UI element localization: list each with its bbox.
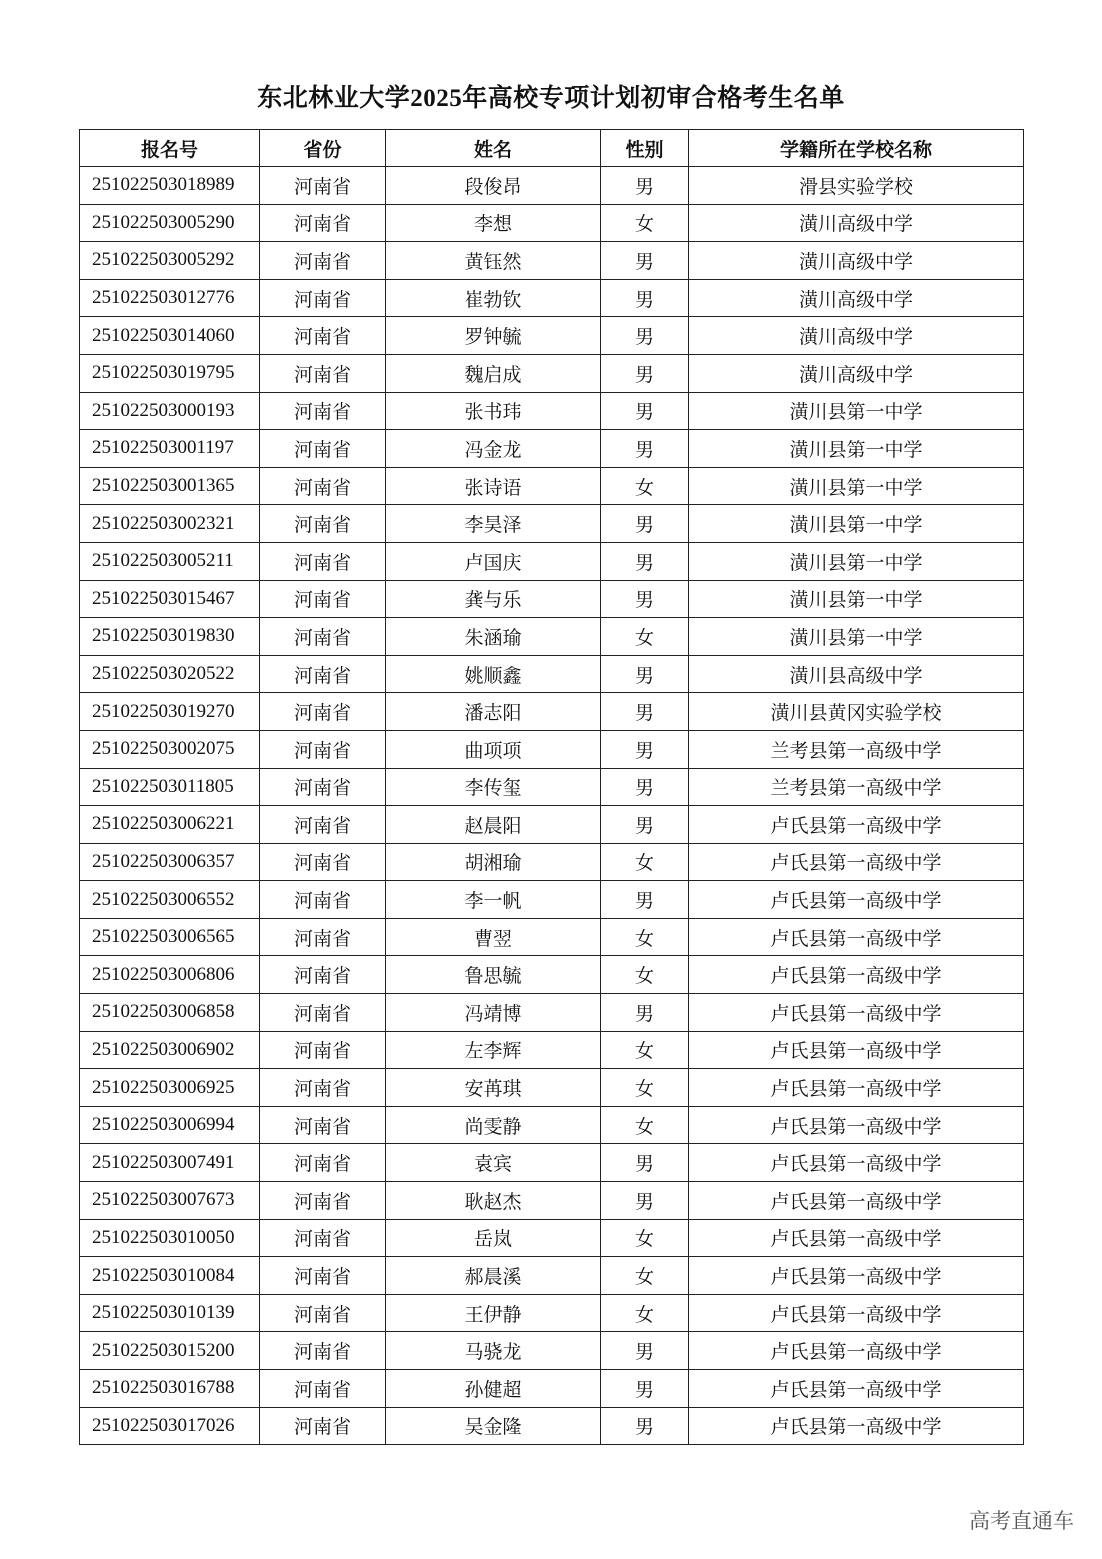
school-cell: 卢氏县第一高级中学 xyxy=(689,806,1024,844)
name-cell: 尚雯静 xyxy=(386,1106,601,1144)
gender-cell: 男 xyxy=(601,881,689,919)
province-cell: 河南省 xyxy=(260,580,386,618)
school-cell: 卢氏县第一高级中学 xyxy=(689,1370,1024,1408)
school-cell: 卢氏县第一高级中学 xyxy=(689,1219,1024,1257)
gender-cell: 男 xyxy=(601,242,689,280)
name-cell: 岳岚 xyxy=(386,1219,601,1257)
gender-cell: 男 xyxy=(601,392,689,430)
registration-number-cell: 251022503006994 xyxy=(80,1106,260,1144)
name-cell: 曹翌 xyxy=(386,918,601,956)
gender-cell: 男 xyxy=(601,1144,689,1182)
province-cell: 河南省 xyxy=(260,430,386,468)
table-header-row xyxy=(80,130,1024,167)
column-header-province: 省份 xyxy=(260,130,386,167)
watermark: 高考直通车 xyxy=(969,1509,1074,1533)
school-cell: 潢川高级中学 xyxy=(689,204,1024,242)
province-cell: 河南省 xyxy=(260,1069,386,1107)
province-cell: 河南省 xyxy=(260,693,386,731)
gender-cell: 女 xyxy=(601,467,689,505)
gender-cell: 女 xyxy=(601,1031,689,1069)
gender-cell: 男 xyxy=(601,693,689,731)
table-row xyxy=(80,1370,1024,1408)
registration-number-cell: 251022503019795 xyxy=(80,354,260,392)
table-row xyxy=(80,279,1024,317)
gender-cell: 男 xyxy=(601,655,689,693)
gender-cell: 女 xyxy=(601,918,689,956)
province-cell: 河南省 xyxy=(260,1219,386,1257)
province-cell: 河南省 xyxy=(260,918,386,956)
school-cell: 卢氏县第一高级中学 xyxy=(689,1144,1024,1182)
name-cell: 卢国庆 xyxy=(386,542,601,580)
school-cell: 潢川县第一中学 xyxy=(689,580,1024,618)
gender-cell: 男 xyxy=(601,1332,689,1370)
name-cell: 王伊静 xyxy=(386,1294,601,1332)
registration-number-cell: 251022503020522 xyxy=(80,655,260,693)
name-cell: 龚与乐 xyxy=(386,580,601,618)
table-row xyxy=(80,317,1024,355)
name-cell: 郝晨溪 xyxy=(386,1257,601,1295)
school-cell: 潢川县第一中学 xyxy=(689,505,1024,543)
table-row xyxy=(80,1144,1024,1182)
registration-number-cell: 251022503015467 xyxy=(80,580,260,618)
name-cell: 冯靖博 xyxy=(386,994,601,1032)
table-row xyxy=(80,1031,1024,1069)
table-row xyxy=(80,881,1024,919)
name-cell: 孙健超 xyxy=(386,1370,601,1408)
province-cell: 河南省 xyxy=(260,1370,386,1408)
name-cell: 李一帆 xyxy=(386,881,601,919)
registration-number-cell: 251022503005290 xyxy=(80,204,260,242)
table-row xyxy=(80,918,1024,956)
school-cell: 潢川县高级中学 xyxy=(689,655,1024,693)
table-row xyxy=(80,167,1024,205)
school-cell: 潢川县第一中学 xyxy=(689,618,1024,656)
gender-cell: 男 xyxy=(601,167,689,205)
candidate-table xyxy=(79,129,1024,1445)
registration-number-cell: 251022503002321 xyxy=(80,505,260,543)
name-cell: 朱涵瑜 xyxy=(386,618,601,656)
registration-number-cell: 251022503015200 xyxy=(80,1332,260,1370)
school-cell: 卢氏县第一高级中学 xyxy=(689,1294,1024,1332)
registration-number-cell: 251022503005211 xyxy=(80,542,260,580)
name-cell: 李昊泽 xyxy=(386,505,601,543)
school-cell: 卢氏县第一高级中学 xyxy=(689,1069,1024,1107)
gender-cell: 女 xyxy=(601,1219,689,1257)
table-row xyxy=(80,542,1024,580)
registration-number-cell: 251022503006925 xyxy=(80,1069,260,1107)
name-cell: 鲁思毓 xyxy=(386,956,601,994)
province-cell: 河南省 xyxy=(260,317,386,355)
province-cell: 河南省 xyxy=(260,730,386,768)
table-row xyxy=(80,994,1024,1032)
registration-number-cell: 251022503000193 xyxy=(80,392,260,430)
registration-number-cell: 251022503006221 xyxy=(80,806,260,844)
school-cell: 卢氏县第一高级中学 xyxy=(689,1106,1024,1144)
gender-cell: 女 xyxy=(601,843,689,881)
table-row xyxy=(80,956,1024,994)
name-cell: 崔勃钦 xyxy=(386,279,601,317)
name-cell: 冯金龙 xyxy=(386,430,601,468)
registration-number-cell: 251022503006858 xyxy=(80,994,260,1032)
school-cell: 潢川高级中学 xyxy=(689,279,1024,317)
school-cell: 潢川县黄冈实验学校 xyxy=(689,693,1024,731)
gender-cell: 男 xyxy=(601,768,689,806)
province-cell: 河南省 xyxy=(260,618,386,656)
school-cell: 兰考县第一高级中学 xyxy=(689,730,1024,768)
province-cell: 河南省 xyxy=(260,843,386,881)
school-cell: 潢川高级中学 xyxy=(689,242,1024,280)
table-row xyxy=(80,1294,1024,1332)
registration-number-cell: 251022503007491 xyxy=(80,1144,260,1182)
name-cell: 左李辉 xyxy=(386,1031,601,1069)
gender-cell: 男 xyxy=(601,580,689,618)
school-cell: 卢氏县第一高级中学 xyxy=(689,1182,1024,1220)
name-cell: 李想 xyxy=(386,204,601,242)
table-row xyxy=(80,806,1024,844)
registration-number-cell: 251022503019270 xyxy=(80,693,260,731)
gender-cell: 女 xyxy=(601,1106,689,1144)
gender-cell: 女 xyxy=(601,1257,689,1295)
gender-cell: 女 xyxy=(601,204,689,242)
table-row xyxy=(80,1069,1024,1107)
registration-number-cell: 251022503018989 xyxy=(80,167,260,205)
registration-number-cell: 251022503001197 xyxy=(80,430,260,468)
province-cell: 河南省 xyxy=(260,956,386,994)
province-cell: 河南省 xyxy=(260,1031,386,1069)
registration-number-cell: 251022503006806 xyxy=(80,956,260,994)
school-cell: 卢氏县第一高级中学 xyxy=(689,1407,1024,1445)
province-cell: 河南省 xyxy=(260,242,386,280)
gender-cell: 男 xyxy=(601,317,689,355)
registration-number-cell: 251022503010050 xyxy=(80,1219,260,1257)
table-row xyxy=(80,354,1024,392)
registration-number-cell: 251022503007673 xyxy=(80,1182,260,1220)
school-cell: 潢川县第一中学 xyxy=(689,430,1024,468)
province-cell: 河南省 xyxy=(260,1407,386,1445)
name-cell: 张诗语 xyxy=(386,467,601,505)
registration-number-cell: 251022503006357 xyxy=(80,843,260,881)
name-cell: 潘志阳 xyxy=(386,693,601,731)
table-row xyxy=(80,768,1024,806)
school-cell: 卢氏县第一高级中学 xyxy=(689,881,1024,919)
gender-cell: 男 xyxy=(601,730,689,768)
gender-cell: 女 xyxy=(601,956,689,994)
school-cell: 卢氏县第一高级中学 xyxy=(689,994,1024,1032)
school-cell: 潢川高级中学 xyxy=(689,317,1024,355)
name-cell: 耿赵杰 xyxy=(386,1182,601,1220)
name-cell: 马骁龙 xyxy=(386,1332,601,1370)
name-cell: 赵晨阳 xyxy=(386,806,601,844)
gender-cell: 男 xyxy=(601,1370,689,1408)
table-row xyxy=(80,1182,1024,1220)
school-cell: 滑县实验学校 xyxy=(689,167,1024,205)
name-cell: 吴金隆 xyxy=(386,1407,601,1445)
gender-cell: 男 xyxy=(601,542,689,580)
registration-number-cell: 251022503006902 xyxy=(80,1031,260,1069)
table-row xyxy=(80,242,1024,280)
province-cell: 河南省 xyxy=(260,204,386,242)
name-cell: 胡湘瑜 xyxy=(386,843,601,881)
registration-number-cell: 251022503001365 xyxy=(80,467,260,505)
table-body xyxy=(80,167,1024,1445)
school-cell: 潢川县第一中学 xyxy=(689,392,1024,430)
name-cell: 姚顺鑫 xyxy=(386,655,601,693)
province-cell: 河南省 xyxy=(260,881,386,919)
province-cell: 河南省 xyxy=(260,806,386,844)
province-cell: 河南省 xyxy=(260,1144,386,1182)
province-cell: 河南省 xyxy=(260,354,386,392)
province-cell: 河南省 xyxy=(260,1294,386,1332)
school-cell: 卢氏县第一高级中学 xyxy=(689,918,1024,956)
school-cell: 卢氏县第一高级中学 xyxy=(689,1031,1024,1069)
table-row xyxy=(80,392,1024,430)
province-cell: 河南省 xyxy=(260,279,386,317)
gender-cell: 男 xyxy=(601,806,689,844)
name-cell: 安苒琪 xyxy=(386,1069,601,1107)
name-cell: 黄钰然 xyxy=(386,242,601,280)
gender-cell: 女 xyxy=(601,1069,689,1107)
province-cell: 河南省 xyxy=(260,542,386,580)
table-row xyxy=(80,204,1024,242)
school-cell: 卢氏县第一高级中学 xyxy=(689,1257,1024,1295)
school-cell: 兰考县第一高级中学 xyxy=(689,768,1024,806)
table-row xyxy=(80,730,1024,768)
registration-number-cell: 251022503017026 xyxy=(80,1407,260,1445)
table-row xyxy=(80,1106,1024,1144)
school-cell: 卢氏县第一高级中学 xyxy=(689,843,1024,881)
province-cell: 河南省 xyxy=(260,392,386,430)
school-cell: 潢川高级中学 xyxy=(689,354,1024,392)
province-cell: 河南省 xyxy=(260,1106,386,1144)
registration-number-cell: 251022503002075 xyxy=(80,730,260,768)
gender-cell: 男 xyxy=(601,1407,689,1445)
registration-number-cell: 251022503010084 xyxy=(80,1257,260,1295)
table-row xyxy=(80,580,1024,618)
gender-cell: 男 xyxy=(601,994,689,1032)
gender-cell: 男 xyxy=(601,1182,689,1220)
column-header-school: 学籍所在学校名称 xyxy=(689,130,1024,167)
registration-number-cell: 251022503005292 xyxy=(80,242,260,280)
table-row xyxy=(80,505,1024,543)
gender-cell: 男 xyxy=(601,354,689,392)
province-cell: 河南省 xyxy=(260,994,386,1032)
name-cell: 罗钟毓 xyxy=(386,317,601,355)
name-cell: 张书玮 xyxy=(386,392,601,430)
table-row xyxy=(80,430,1024,468)
province-cell: 河南省 xyxy=(260,505,386,543)
school-cell: 潢川县第一中学 xyxy=(689,542,1024,580)
registration-number-cell: 251022503011805 xyxy=(80,768,260,806)
name-cell: 段俊昂 xyxy=(386,167,601,205)
gender-cell: 女 xyxy=(601,618,689,656)
table-row xyxy=(80,1257,1024,1295)
province-cell: 河南省 xyxy=(260,467,386,505)
province-cell: 河南省 xyxy=(260,1332,386,1370)
table-row xyxy=(80,843,1024,881)
registration-number-cell: 251022503016788 xyxy=(80,1370,260,1408)
name-cell: 曲项项 xyxy=(386,730,601,768)
registration-number-cell: 251022503006565 xyxy=(80,918,260,956)
name-cell: 魏启成 xyxy=(386,354,601,392)
school-cell: 卢氏县第一高级中学 xyxy=(689,956,1024,994)
registration-number-cell: 251022503006552 xyxy=(80,881,260,919)
province-cell: 河南省 xyxy=(260,1257,386,1295)
registration-number-cell: 251022503012776 xyxy=(80,279,260,317)
table-row xyxy=(80,1332,1024,1370)
province-cell: 河南省 xyxy=(260,768,386,806)
name-cell: 李传玺 xyxy=(386,768,601,806)
page-title: 东北林业大学2025年高校专项计划初审合格考生名单 xyxy=(257,85,845,112)
gender-cell: 女 xyxy=(601,1294,689,1332)
table-row xyxy=(80,1219,1024,1257)
name-cell: 袁宾 xyxy=(386,1144,601,1182)
column-header-registration-number: 报名号 xyxy=(80,130,260,167)
province-cell: 河南省 xyxy=(260,167,386,205)
registration-number-cell: 251022503019830 xyxy=(80,618,260,656)
table-row xyxy=(80,467,1024,505)
registration-number-cell: 251022503010139 xyxy=(80,1294,260,1332)
school-cell: 卢氏县第一高级中学 xyxy=(689,1332,1024,1370)
province-cell: 河南省 xyxy=(260,655,386,693)
table-row xyxy=(80,655,1024,693)
gender-cell: 男 xyxy=(601,505,689,543)
gender-cell: 男 xyxy=(601,430,689,468)
table-row xyxy=(80,693,1024,731)
gender-cell: 男 xyxy=(601,279,689,317)
table-row xyxy=(80,1407,1024,1445)
table-row xyxy=(80,618,1024,656)
registration-number-cell: 251022503014060 xyxy=(80,317,260,355)
school-cell: 潢川县第一中学 xyxy=(689,467,1024,505)
province-cell: 河南省 xyxy=(260,1182,386,1220)
column-header-name: 姓名 xyxy=(386,130,601,167)
column-header-gender: 性别 xyxy=(601,130,689,167)
